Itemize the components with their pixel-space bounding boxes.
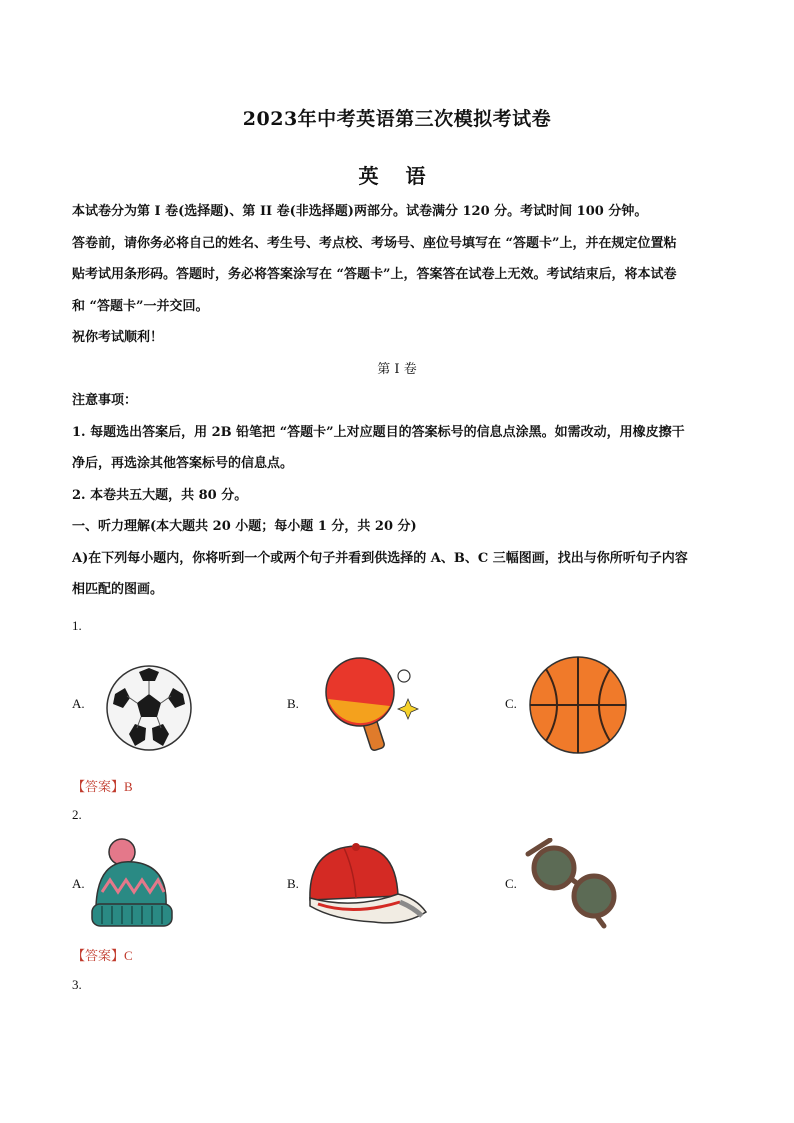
answer-line — [72, 945, 133, 964]
intro-block — [72, 196, 722, 606]
intro-line: 祝你考试顺利！ — [72, 330, 164, 345]
notes-title: 注意事项： — [72, 393, 138, 408]
option-letter: C. — [505, 876, 517, 891]
ping-pong-paddle-icon — [320, 654, 425, 754]
part-heading: 第 I 卷 — [377, 361, 417, 377]
option-letter: A. — [72, 876, 85, 891]
knit-hat-icon — [88, 836, 174, 932]
answer-label: 【答案】 — [72, 780, 125, 795]
intro-line: 本试卷分为第 I 卷(选择题)、第 II 卷(非选择题)两部分。试卷满分 120 分。考试时间 100 分钟。 — [72, 204, 648, 219]
instruction-line: A)在下列每小题内，你将听到一个或两个句子并看到供选择的 A、B、C 三幅图画，找出与你所听句子内容 — [72, 550, 688, 566]
option-letter: B. — [287, 876, 299, 891]
sunglasses-icon — [524, 838, 622, 930]
intro-line: 和 “答题卡”一并交回。 — [72, 298, 209, 314]
answer-line — [72, 776, 133, 795]
note-line: 1. 每题选出答案后，用 2B 铅笔把 “答题卡”上对应题目的答案标号的信息点涂黑。如需改动，用橡皮擦干 — [72, 424, 685, 440]
baseball-cap-icon — [304, 840, 430, 928]
option-letter: C. — [505, 696, 517, 711]
intro-line: 答卷前，请你务必将自己的姓名、考生号、考点校、考场号、座位号填写在 “答题卡”上，并在规定位置粘 — [72, 235, 677, 251]
question-number: 2. — [72, 807, 82, 822]
answer-value: C — [124, 948, 133, 963]
option-letter: A. — [72, 696, 85, 711]
section-heading: 一、听力理解(本大题共 20 小题；每小题 1 分，共 20 分) — [72, 519, 417, 534]
option-letter: B. — [287, 696, 299, 711]
subject-title: 英 语 — [358, 164, 436, 188]
answer-label: 【答案】 — [72, 949, 125, 964]
basketball-icon — [528, 655, 628, 755]
note-line: 2. 本卷共五大题，共 80 分。 — [72, 487, 248, 503]
instruction-line: 相匹配的图画。 — [72, 582, 164, 597]
answer-value: B — [124, 779, 133, 794]
note-line: 净后，再选涂其他答案标号的信息点。 — [72, 456, 294, 471]
intro-line: 贴考试用条形码。答题时，务必将答案涂写在 “答题卡”上，答案答在试卷上无效。考试结束后，将本试卷 — [72, 267, 677, 282]
question-number: 1. — [72, 618, 82, 633]
page-title: 2023年中考英语第三次模拟考试卷 — [242, 108, 552, 130]
question-number: 3. — [72, 977, 82, 992]
soccer-ball-icon — [105, 664, 193, 752]
